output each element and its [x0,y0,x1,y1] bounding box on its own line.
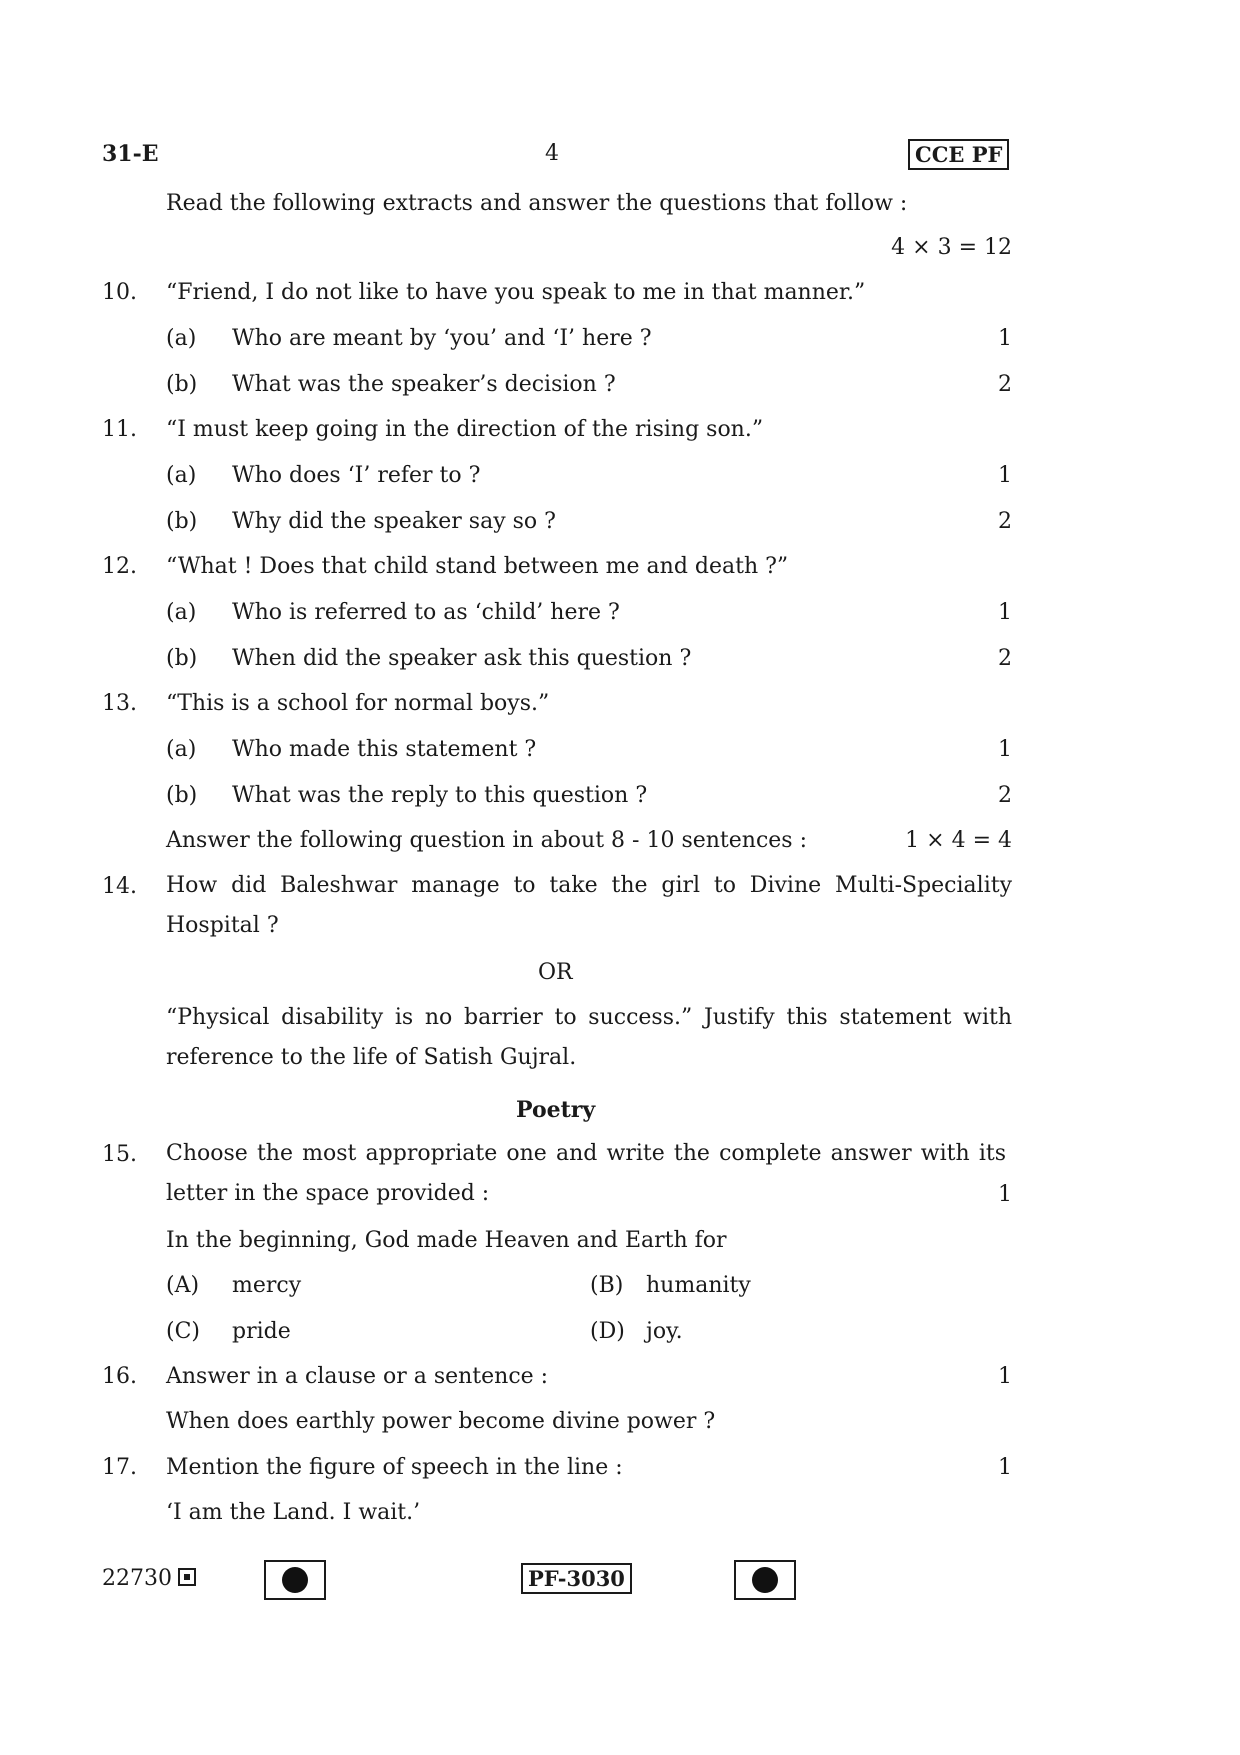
part-label: (a) [166,737,197,762]
registration-circle-icon [264,1560,326,1600]
long-answer-question: How did Baleshwar manage to take the girl to Divine Multi-Speciality Hospital ? [166,873,1012,938]
section-marks: 4 × 3 = 12 [891,235,1012,260]
question-text: “This is a school for normal boys.” [166,691,550,716]
question-number: 12. [102,554,137,579]
part-marks: 1 [998,326,1012,351]
q17-line: ‘I am the Land. I wait.’ [166,1500,421,1525]
q15-instruction: Choose the most appropriate one and write the complete answer with its letter in the space provided : [166,1141,1006,1206]
registration-mark-icon [178,1568,196,1586]
footer-code-text: 22730 [102,1566,172,1591]
part-marks: 2 [998,509,1012,534]
section-instruction: Read the following extracts and answer the questions that follow : [166,191,908,216]
option-text: humanity [646,1273,751,1298]
option-label: (C) [166,1319,200,1344]
question-number: 10. [102,280,137,305]
q17-marks: 1 [998,1455,1012,1480]
part-label: (a) [166,463,197,488]
page-number: 4 [545,141,559,166]
long-answer-marks: 1 × 4 = 4 [905,828,1012,853]
q17-instruction: Mention the figure of speech in the line : [166,1455,623,1480]
part-text: Who are meant by ‘you’ and ‘I’ here ? [232,326,652,351]
part-text: Who is referred to as ‘child’ here ? [232,600,620,625]
part-marks: 1 [998,600,1012,625]
part-label: (a) [166,600,197,625]
option-text: mercy [232,1273,302,1298]
cce-pf-badge: CCE PF [908,139,1009,170]
or-separator: OR [538,960,573,985]
q16-question: When does earthly power become divine power ? [166,1409,716,1434]
registration-circle-icon [734,1560,796,1600]
part-label: (b) [166,372,198,397]
q16-instruction: Answer in a clause or a sentence : [166,1364,549,1389]
part-marks: 2 [998,646,1012,671]
part-text: Who does ‘I’ refer to ? [232,463,481,488]
part-label: (b) [166,646,198,671]
q15-marks: 1 [998,1182,1012,1207]
question-text: “Friend, I do not like to have you speak to me in that manner.” [166,280,866,305]
question-number: 17. [102,1455,137,1480]
question-number: 14. [102,874,137,899]
part-text: Why did the speaker say so ? [232,509,556,534]
option-label: (A) [166,1273,200,1298]
option-text: pride [232,1319,291,1344]
paper-code-badge: PF-3030 [521,1563,632,1594]
option-text: joy. [646,1319,683,1344]
question-number: 16. [102,1364,137,1389]
option-label: (B) [590,1273,624,1298]
part-marks: 1 [998,737,1012,762]
part-marks: 1 [998,463,1012,488]
poetry-heading: Poetry [516,1097,596,1123]
q15-stem: In the beginning, God made Heaven and Earth for [166,1228,727,1253]
long-answer-alternative: “Physical disability is no barrier to success.” Justify this statement with reference to the life of Satish Gujral. [166,1005,1012,1070]
part-marks: 2 [998,372,1012,397]
long-answer-instruction: Answer the following question in about 8 - 10 sentences : [166,828,807,853]
part-text: What was the reply to this question ? [232,783,648,808]
question-text: “What ! Does that child stand between me and death ?” [166,554,789,579]
question-text: “I must keep going in the direction of the rising son.” [166,417,764,442]
part-label: (b) [166,783,198,808]
footer-code [102,1568,196,1590]
part-marks: 2 [998,783,1012,808]
part-label: (a) [166,326,197,351]
part-text: When did the speaker ask this question ? [232,646,692,671]
question-number: 11. [102,417,137,442]
paper-code: 31-E [102,141,159,167]
option-label: (D) [590,1319,625,1344]
question-number: 15. [102,1142,137,1167]
question-number: 13. [102,691,137,716]
q16-marks: 1 [998,1364,1012,1389]
part-label: (b) [166,509,198,534]
part-text: Who made this statement ? [232,737,537,762]
part-text: What was the speaker’s decision ? [232,372,616,397]
